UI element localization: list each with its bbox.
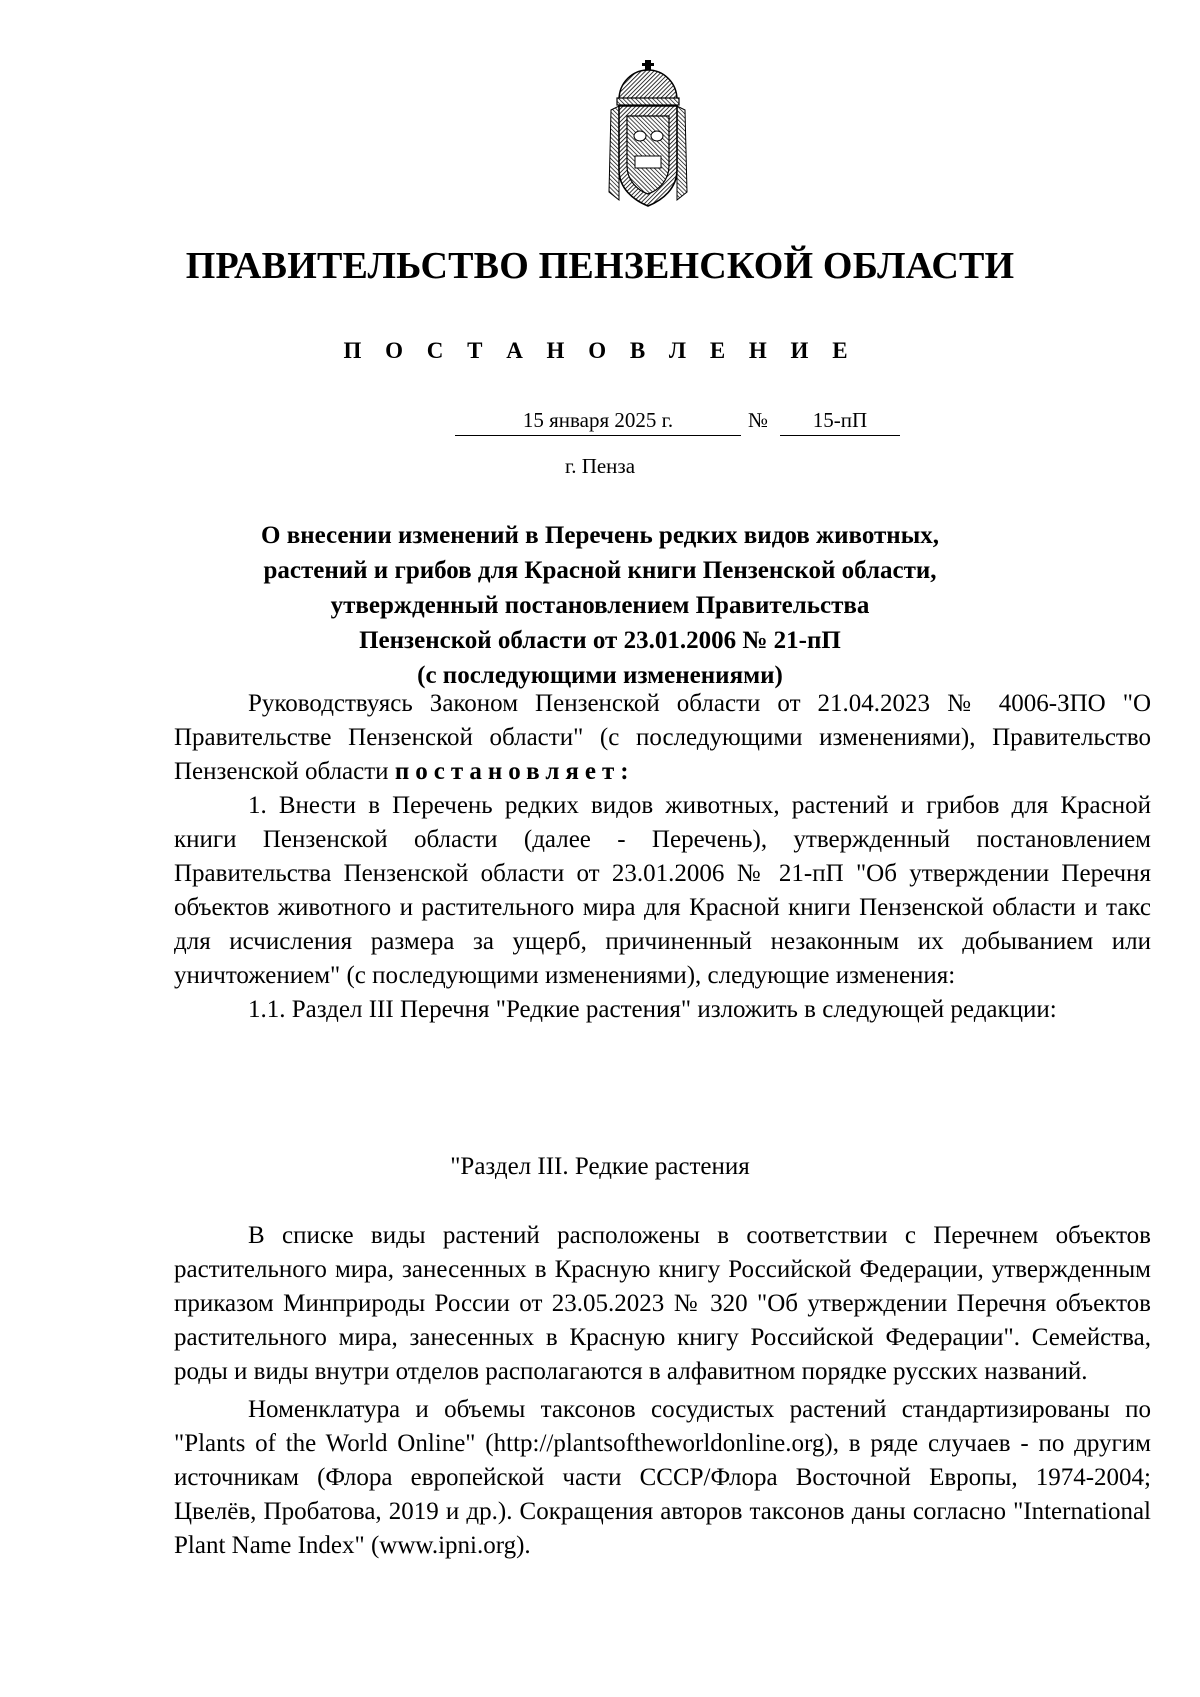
preamble-paragraph [174,687,1151,789]
subject-line: О внесении изменений в Перечень редких видов животных, [261,522,939,549]
number-sign: № [748,408,769,432]
document-number: 15-пП [780,408,900,436]
organization-title: ПРАВИТЕЛЬСТВО ПЕНЗЕНСКОЙ ОБЛАСТИ [185,245,1015,287]
preamble-block [174,687,1151,1027]
document-date: 15 января 2025 г. [455,408,741,436]
document-type-heading: П О С Т А Н О В Л Е Н И Е [343,338,857,363]
item-1-1-paragraph: 1.1. Раздел III Перечня "Редкие растения" изложить в следующей редакции: [248,996,1057,1023]
section-paragraph-1: В списке виды растений расположены в соответствии с Перечнем объектов растительного мира, занесенных в Красную книгу Российской Федерации, утвержденным приказом Минприроды России от 23.05.2023 № 320 "Об утверждении Перечня объектов растительного мира, занесенных в Красную книгу Российской Федерации". Семейства, роды и виды внутри отделов располагаются в алфавитном порядке русских названий. [174,1222,1151,1385]
coat-of-arms-icon [605,60,691,210]
subject-line: (с последующими изменениями) [417,662,783,689]
subject-line: утвержденный постановлением Правительства [330,592,870,619]
subject-line: растений и грибов для Красной книги Пензенской области, [263,557,937,584]
city-name: г. Пенза [564,454,636,478]
decree-word: постановляет: [394,758,635,785]
section-title: "Раздел III. Редкие растения [450,1153,750,1180]
section-paragraph-2: Номенклатура и объемы таксонов сосудистых растений стандартизированы по "Plants of the World Online" (http://plantsoftheworldonline.org), в ряде случаев - по другим источникам (Флора европейской части СССР/Флора Восточной Европы, 1974-2004; Цвелёв, Пробатова, 2019 и др.). Сокращения авторов таксонов даны согласно "International Plant Name Index" (www.ipni.org). [174,1396,1151,1559]
document-subject [160,518,1040,693]
date-number-line [0,408,1200,438]
item-1-paragraph: 1. Внести в Перечень редких видов животных, растений и грибов для Красной книги Пензенской области (далее - Перечень), утвержденный постановлением Правительства Пензенской области от 23.01.2006 № 21-пП "Об утверждении Перечня объектов животного и растительного мира для Красной книги Пензенской области и такс для исчисления размера за ущерб, причиненный незаконным их добыванием или уничтожением" (с последующими изменениями), следующие изменения: [174,792,1151,989]
subject-line: Пензенской области от 23.01.2006 № 21-пП [359,627,841,654]
section-body [174,1219,1151,1563]
preamble-text: Руководствуясь Законом Пензенской области от 21.04.2023 № 4006-ЗПО "О Правительстве Пензенской области" (с последующими изменениями), Правительство Пензенской области [174,690,1151,785]
